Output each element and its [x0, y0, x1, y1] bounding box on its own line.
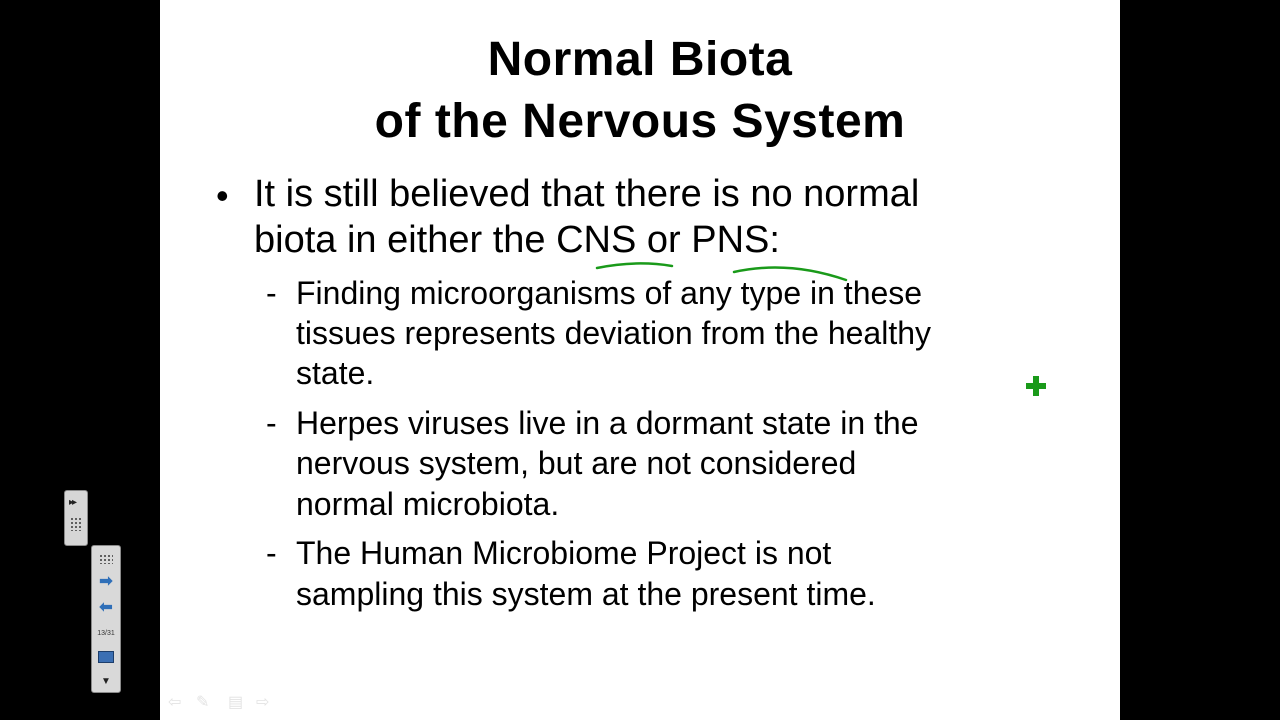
slide-title-line1: Normal Biota [487, 33, 793, 86]
pen-cursor-icon [1026, 376, 1046, 396]
sub-bullet-3-line2: sampling this system at the present time. [296, 576, 876, 612]
sub-bullet-dash: - [266, 535, 277, 571]
main-bullet-line1: It is still believed that there is no normal [254, 173, 920, 215]
expand-icon: ▸▸ [69, 497, 76, 508]
menu-icon: ▼ [101, 675, 111, 687]
sub-bullet-2-line2: nervous system, but are not considered [296, 445, 857, 481]
main-bullet-line2: biota in either the CNS or PNS: [254, 219, 780, 261]
next-slide-icon: ➡ [99, 573, 113, 590]
back-nav-icon[interactable]: ⇦ [168, 694, 182, 711]
sub-bullet-2-line1: Herpes viruses live in a dormant state in the [296, 405, 919, 441]
previous-slide-button[interactable] [94, 596, 118, 618]
presenter-toolbar [91, 545, 121, 693]
slide-counter [94, 622, 118, 644]
grid-icon [99, 554, 113, 564]
toolbar-expand-handle[interactable] [64, 490, 88, 546]
bullet-point-icon: • [216, 175, 229, 216]
grip-dots-icon [70, 517, 82, 531]
slides-nav-icon[interactable]: ▤ [228, 694, 244, 711]
sub-bullet-1-line1: Finding microorganisms of any type in these [296, 275, 923, 311]
menu-button[interactable] [94, 670, 118, 692]
sub-bullet-dash: - [266, 275, 277, 311]
forward-nav-icon[interactable]: ⇨ [256, 694, 270, 711]
pen-nav-icon[interactable]: ✎ [196, 694, 210, 711]
grid-button[interactable] [94, 548, 118, 570]
previous-slide-icon: ⬅ [99, 599, 113, 616]
slide-counter-icon: 13/31 [97, 629, 115, 637]
sub-bullet-2-line3: normal microbiota. [296, 486, 560, 522]
sub-bullet-dash: - [266, 405, 277, 441]
cns-underline [597, 263, 672, 268]
sub-bullet-1-line2: tissues represents deviation from the healthy [296, 315, 931, 351]
slide-title-line2: of the Nervous System [374, 95, 906, 148]
sub-bullet-1-line3: state. [296, 355, 375, 391]
monitor-button[interactable] [94, 646, 118, 668]
next-slide-button[interactable] [94, 570, 118, 592]
slide [160, 0, 1120, 720]
monitor-icon [98, 651, 114, 663]
sub-bullet-3-line1: The Human Microbiome Project is not [296, 535, 832, 571]
